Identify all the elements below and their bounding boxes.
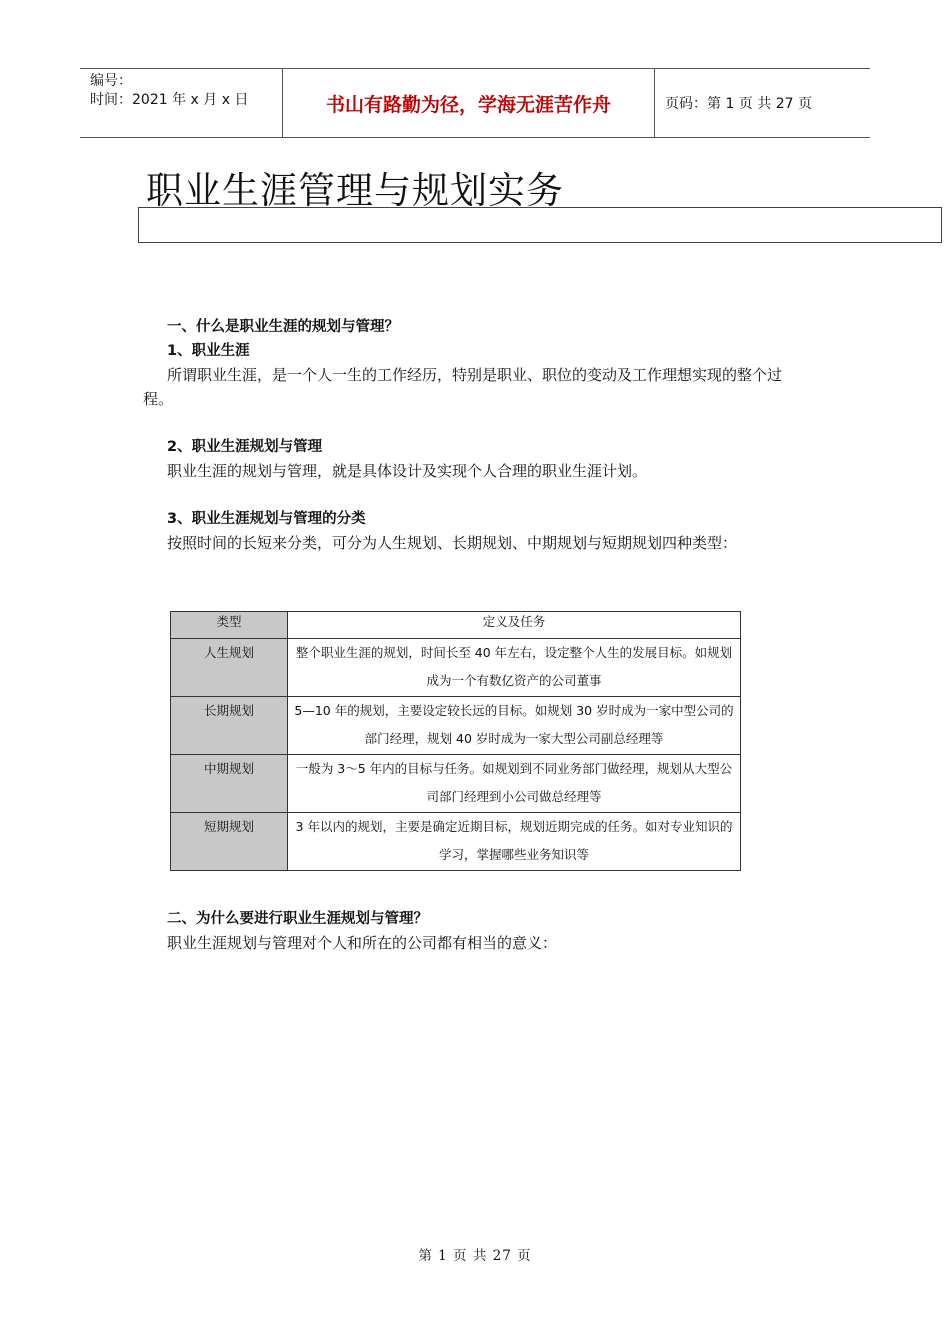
table-cell-type: 长期规划 xyxy=(171,697,288,755)
document-header xyxy=(80,68,870,138)
planning-types-table xyxy=(170,611,741,871)
document-body xyxy=(143,315,803,555)
table-cell-definition: 一般为 3～5 年内的目标与任务。如规划到不同业务部门做经理，规划从大型公司部门经理到小公司做总经理等 xyxy=(288,755,741,813)
table-row xyxy=(171,813,741,871)
subheading-planning: 2、职业生涯规划与管理 xyxy=(167,439,323,455)
title-underline-box xyxy=(138,207,942,243)
header-meta xyxy=(80,69,282,137)
table-cell-definition: 3 年以内的规划，主要是确定近期目标，规划近期完成的任务。如对专业知识的学习，掌握哪些业务知识等 xyxy=(288,813,741,871)
time-label: 时间：2021 年 x 月 x 日 xyxy=(90,92,249,108)
table-header-row xyxy=(171,612,741,639)
subheading-career: 1、职业生涯 xyxy=(167,343,250,359)
paragraph-career: 所谓职业生涯，是一个人一生的工作经历，特别是职业、职位的变动及工作理想实现的整个过程。 xyxy=(143,366,783,408)
id-label: 编号： xyxy=(90,73,132,89)
table-header-definition: 定义及任务 xyxy=(288,612,741,639)
table-header-type: 类型 xyxy=(171,612,288,639)
table-cell-type: 中期规划 xyxy=(171,755,288,813)
table-row xyxy=(171,639,741,697)
subheading-classification: 3、职业生涯规划与管理的分类 xyxy=(167,511,366,527)
paragraph-classification: 按照时间的长短来分类，可分为人生规划、长期规划、中期规划与短期规划四种类型： xyxy=(167,534,738,552)
table-cell-type: 人生规划 xyxy=(171,639,288,697)
header-page-info: 页码：第 1 页 共 27 页 xyxy=(665,96,812,112)
section-heading-1: 一、什么是职业生涯的规划与管理？ xyxy=(167,319,399,335)
table-row xyxy=(171,697,741,755)
table-cell-definition: 5—10 年的规划，主要设定较长远的目标。如规划 30 岁时成为一家中型公司的部门经理，规划 40 岁时成为一家大型公司副总经理等 xyxy=(288,697,741,755)
paragraph-significance: 职业生涯规划与管理对个人和所在的公司都有相当的意义： xyxy=(167,934,558,952)
paragraph-planning: 职业生涯的规划与管理，就是具体设计及实现个人合理的职业生涯计划。 xyxy=(167,462,648,480)
document-body-section-2 xyxy=(143,907,803,955)
header-motto: 书山有路勤为径，学海无涯苦作舟 xyxy=(282,69,655,137)
table-cell-type: 短期规划 xyxy=(171,813,288,871)
table-cell-definition: 整个职业生涯的规划，时间长至 40 年左右，设定整个人生的发展目标。如规划成为一个有数亿资产的公司董事 xyxy=(288,639,741,697)
section-heading-2: 二、为什么要进行职业生涯规划与管理？ xyxy=(167,911,428,927)
document-title: 职业生涯管理与规划实务 xyxy=(146,169,564,212)
table-row xyxy=(171,755,741,813)
page-footer: 第 1 页 共 27 页 xyxy=(418,1248,532,1264)
